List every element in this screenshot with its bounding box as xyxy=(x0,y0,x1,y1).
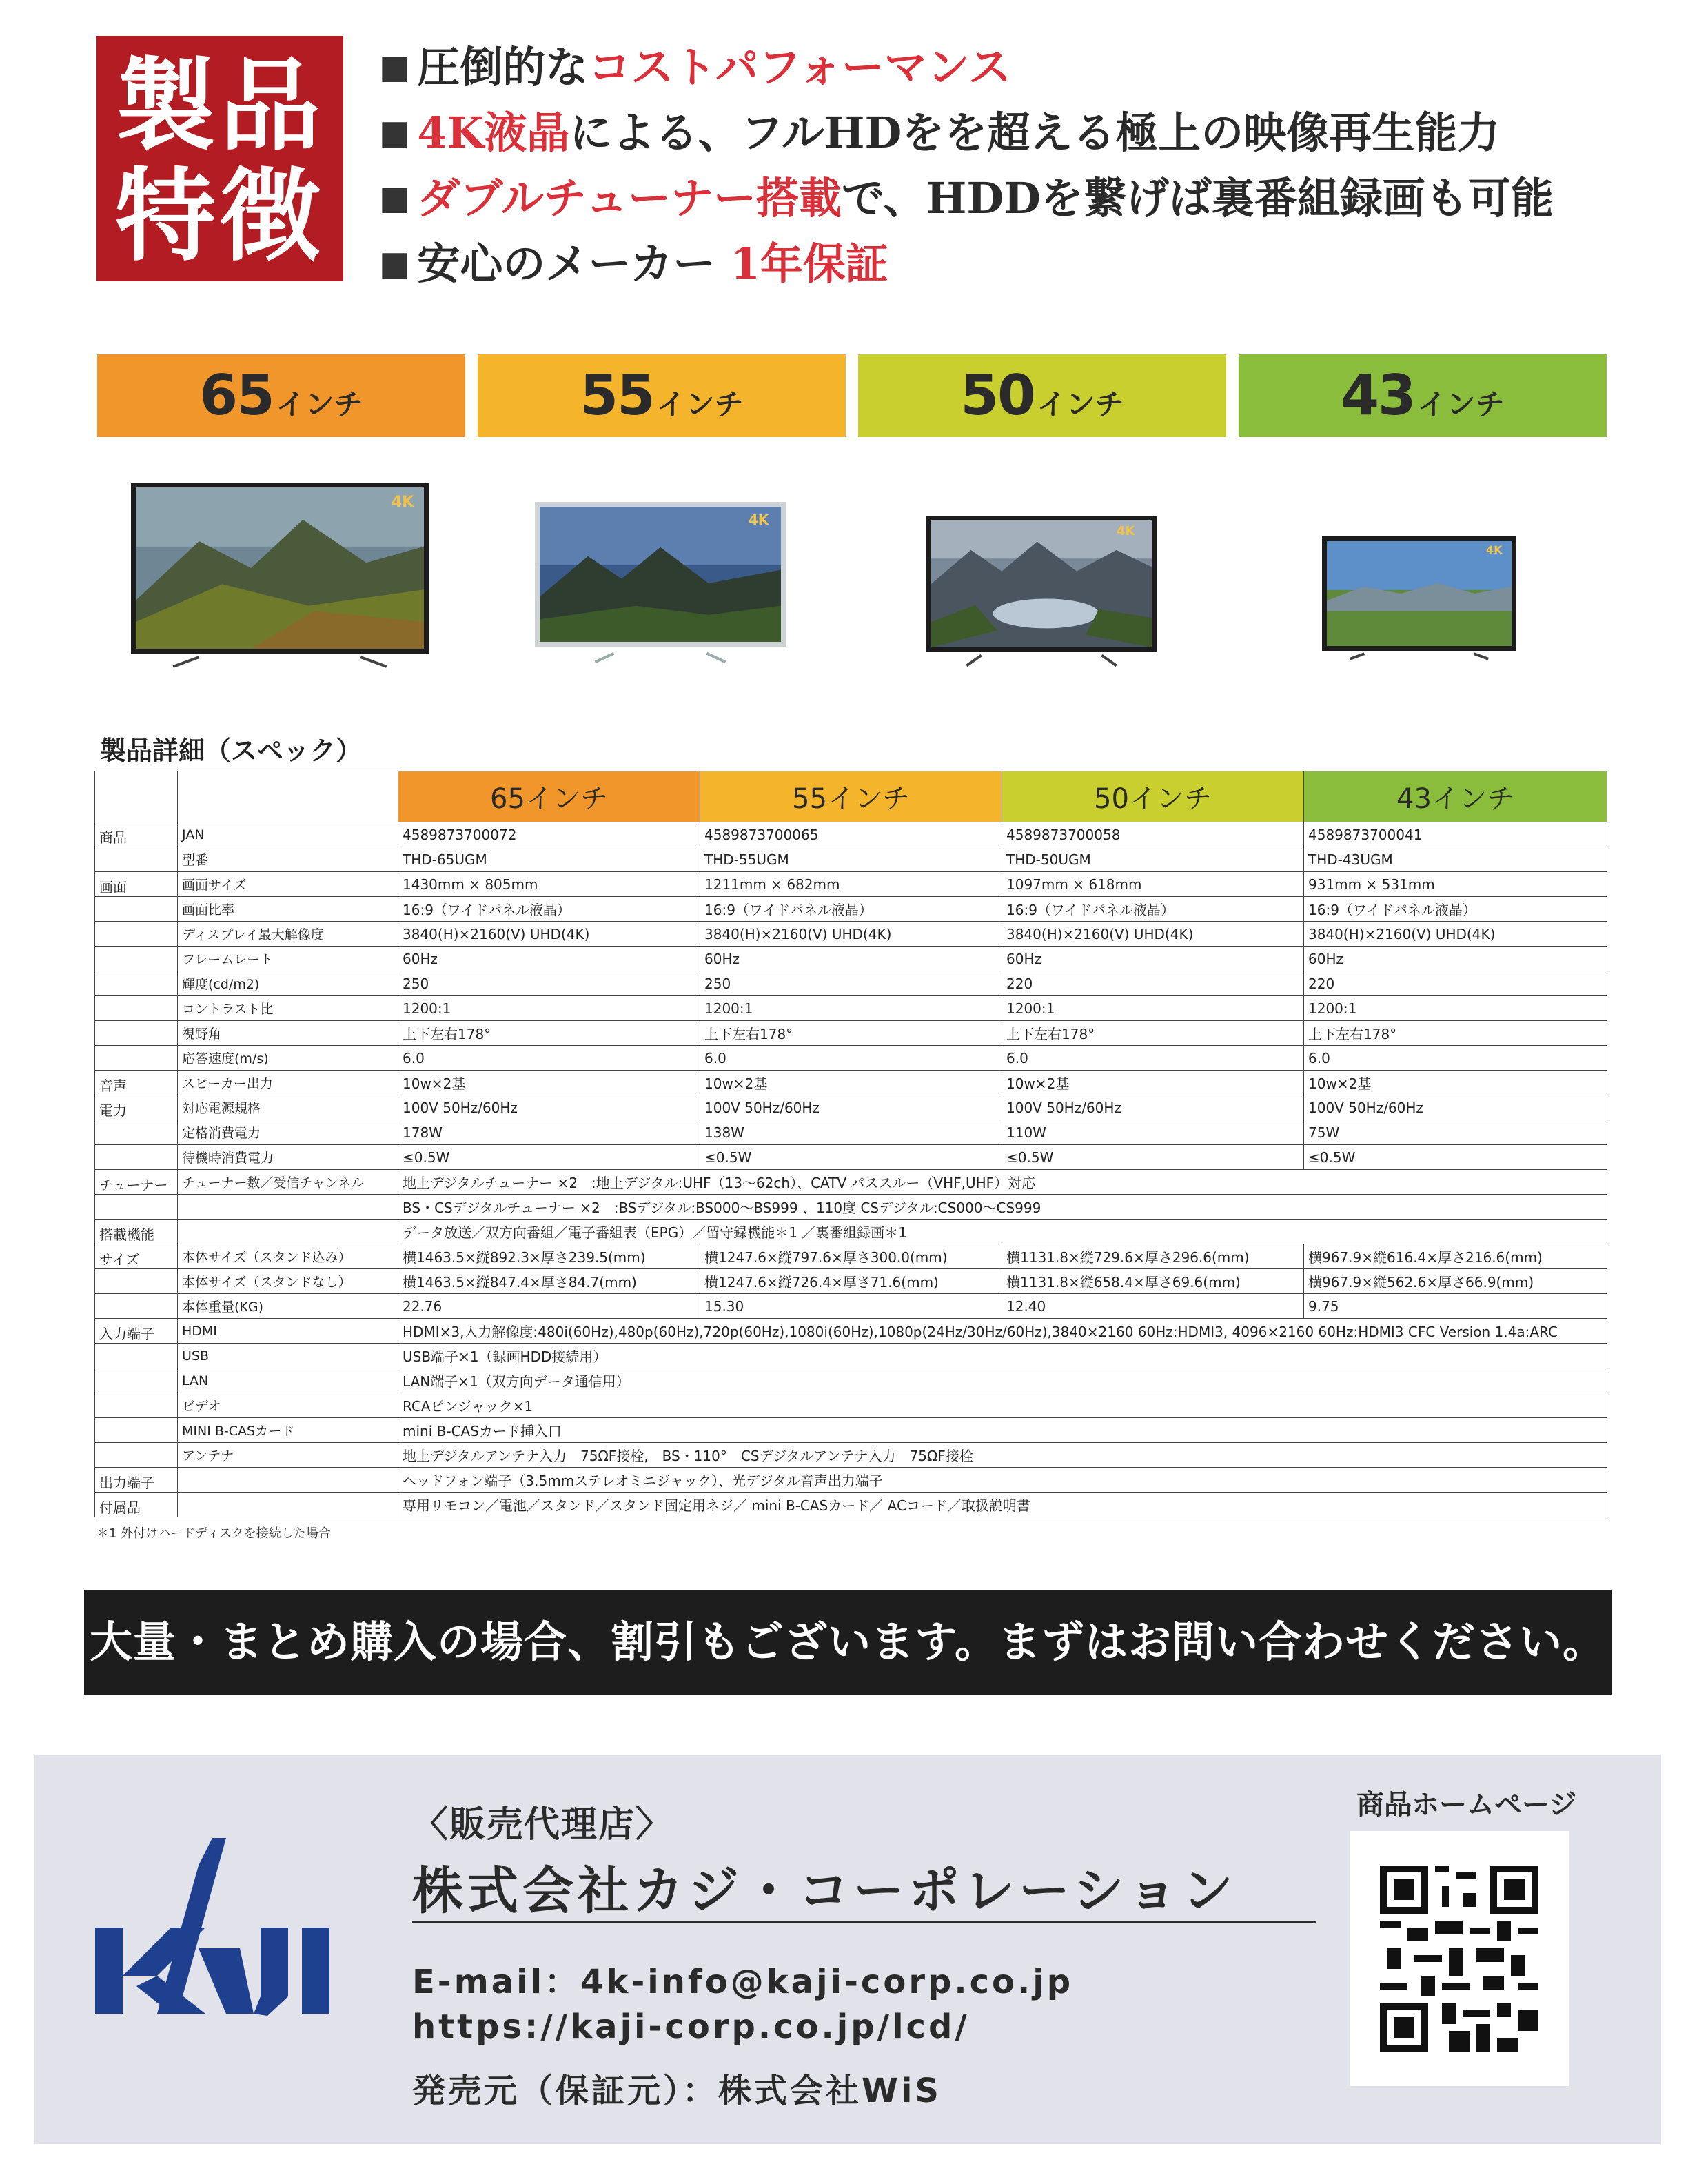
size-number: 55 xyxy=(580,363,654,427)
spec-row xyxy=(95,1145,1607,1170)
spec-body xyxy=(95,822,1607,1517)
feature-highlight: コストパフォーマンス xyxy=(588,42,1012,92)
spec-value: 1200:1 xyxy=(700,996,1002,1021)
spec-item: コントラスト比 xyxy=(178,996,398,1021)
spec-item: 画面比率 xyxy=(178,897,398,922)
tv-stand xyxy=(1350,652,1365,660)
spec-category xyxy=(95,1046,178,1071)
spec-row xyxy=(95,1294,1607,1319)
tv-stand xyxy=(595,652,615,663)
spec-category xyxy=(95,1120,178,1145)
tv-stand xyxy=(1101,654,1117,667)
spec-item: LAN xyxy=(178,1368,398,1393)
tv-stand xyxy=(173,656,200,667)
landscape-image xyxy=(1327,541,1512,646)
spec-value: THD-43UGM xyxy=(1304,847,1607,872)
spec-value: 60Hz xyxy=(1304,947,1607,971)
bullet-square-icon: ■ xyxy=(379,179,411,217)
spec-value: 250 xyxy=(398,971,700,996)
spec-value: 横1247.6×縦797.6×厚さ300.0(mm) xyxy=(700,1244,1002,1269)
tv-stand xyxy=(966,654,982,667)
spec-item: スピーカー出力 xyxy=(178,1071,398,1095)
size-tab-43 xyxy=(1239,354,1607,437)
spec-item: ビデオ xyxy=(178,1393,398,1418)
spec-category: サイズ xyxy=(95,1244,178,1269)
spec-item: 対応電源規格 xyxy=(178,1095,398,1120)
size-tab-65 xyxy=(97,354,465,437)
spec-value: 6.0 xyxy=(398,1046,700,1071)
spec-value: THD-50UGM xyxy=(1002,847,1304,872)
spec-value: 60Hz xyxy=(1002,947,1304,971)
size-unit: インチ xyxy=(656,387,744,421)
spec-category: 入力端子 xyxy=(95,1319,178,1344)
spec-row xyxy=(95,1170,1607,1195)
spec-value: 上下左右178° xyxy=(1002,1021,1304,1046)
size-number: 65 xyxy=(199,363,274,427)
spec-item: ディスプレイ最大解像度 xyxy=(178,922,398,947)
spec-category xyxy=(95,996,178,1021)
spec-category xyxy=(95,847,178,872)
spec-category xyxy=(95,1269,178,1294)
spec-row xyxy=(95,922,1607,947)
spec-value: 10w×2基 xyxy=(1002,1071,1304,1095)
size-unit: インチ xyxy=(1037,387,1124,421)
spec-table xyxy=(94,771,1607,1517)
seller-info: 発売元（保証元）：株式会社WiS xyxy=(412,2072,942,2110)
spec-value: 3840(H)×2160(V) UHD(4K) xyxy=(1002,922,1304,947)
spec-item: USB xyxy=(178,1344,398,1368)
4k-badge: 4K xyxy=(749,512,769,528)
spec-item: 待機時消費電力 xyxy=(178,1145,398,1170)
spec-row xyxy=(95,1393,1607,1418)
spec-value: 220 xyxy=(1304,971,1607,996)
spec-category: 画面 xyxy=(95,872,178,897)
spec-value: 専用リモコン／電池／スタンド／スタンド固定用ネジ／ mini B-CASカード／ ACコード／取扱説明書 xyxy=(398,1493,1607,1517)
landscape-image xyxy=(136,487,424,649)
size-number: 50 xyxy=(960,363,1035,427)
spec-item xyxy=(178,1220,398,1244)
spec-header-65: 65インチ xyxy=(398,771,700,822)
tv-image-55 xyxy=(535,502,786,665)
bullet-square-icon: ■ xyxy=(379,244,411,283)
feature-list xyxy=(379,34,1585,296)
spec-value: 横1131.8×縦658.4×厚さ69.6(mm) xyxy=(1002,1269,1304,1294)
4k-badge: 4K xyxy=(1486,543,1503,556)
tv-image-50 xyxy=(926,516,1157,669)
spec-value: 931mm × 531mm xyxy=(1304,872,1607,897)
dealer-label: 〈販売代理店〉 xyxy=(412,1804,673,1846)
spec-row xyxy=(95,1269,1607,1294)
spec-footnote: ＊1 外付けハードディスクを接続した場合 xyxy=(96,1526,331,1541)
spec-value: 横967.9×縦562.6×厚さ66.9(mm) xyxy=(1304,1269,1607,1294)
spec-value: BS・CSデジタルチューナー ×2 :BSデジタル:BS000～BS999 、110度 CSデジタル:CS000～CS999 xyxy=(398,1195,1607,1220)
spec-value: 4589873700065 xyxy=(700,822,1002,847)
spec-row xyxy=(95,1244,1607,1269)
feature-badge-line: 特徴 xyxy=(115,157,325,275)
spec-category: 付属品 xyxy=(95,1493,178,1517)
spec-item: アンテナ xyxy=(178,1443,398,1468)
spec-header-55: 55インチ xyxy=(700,771,1002,822)
feature-text: 圧倒的な xyxy=(417,42,589,92)
spec-value: 地上デジタルアンテナ入力 75ΩF接栓, BS・110° CSデジタルアンテナ入力 75ΩF接栓 xyxy=(398,1443,1607,1468)
spec-category: 搭載機能 xyxy=(95,1220,178,1244)
spec-value: 10w×2基 xyxy=(700,1071,1002,1095)
spec-value: 4589873700058 xyxy=(1002,822,1304,847)
spec-value: 10w×2基 xyxy=(1304,1071,1607,1095)
size-unit: インチ xyxy=(276,387,363,421)
tv-stand xyxy=(360,656,387,667)
spec-value: 138W xyxy=(700,1120,1002,1145)
spec-item: 視野角 xyxy=(178,1021,398,1046)
spec-row xyxy=(95,1368,1607,1393)
spec-value: 6.0 xyxy=(1002,1046,1304,1071)
spec-row xyxy=(95,1120,1607,1145)
spec-row xyxy=(95,847,1607,872)
spec-value: 横1463.5×縦847.4×厚さ84.7(mm) xyxy=(398,1269,700,1294)
spec-row xyxy=(95,1468,1607,1493)
spec-category xyxy=(95,922,178,947)
spec-value: 16:9（ワイドパネル液晶） xyxy=(1002,897,1304,922)
spec-category xyxy=(95,1145,178,1170)
spec-value: 110W xyxy=(1002,1120,1304,1145)
size-tab-50 xyxy=(858,354,1226,437)
qr-code[interactable] xyxy=(1350,1831,1569,2086)
spec-header-50: 50インチ xyxy=(1002,771,1304,822)
company-name: 株式会社カジ・コーポレーション xyxy=(412,1861,1238,1921)
spec-value: 10w×2基 xyxy=(398,1071,700,1095)
spec-value: 100V 50Hz/60Hz xyxy=(1304,1095,1607,1120)
4k-badge: 4K xyxy=(392,494,414,511)
bullet-square-icon: ■ xyxy=(379,48,411,86)
feature-item xyxy=(379,231,1585,296)
spec-item: フレームレート xyxy=(178,947,398,971)
spec-row xyxy=(95,1418,1607,1443)
spec-value: 上下左右178° xyxy=(398,1021,700,1046)
spec-category: 電力 xyxy=(95,1095,178,1120)
spec-item: 輝度(cd/m2) xyxy=(178,971,398,996)
spec-item: 本体重量(KG) xyxy=(178,1294,398,1319)
spec-value: 100V 50Hz/60Hz xyxy=(398,1095,700,1120)
spec-value: 1211mm × 682mm xyxy=(700,872,1002,897)
spec-value: 1200:1 xyxy=(1002,996,1304,1021)
tv-image-65 xyxy=(131,483,429,669)
spec-row xyxy=(95,1220,1607,1244)
footer xyxy=(34,1755,1661,2144)
spec-category xyxy=(95,1344,178,1368)
spec-item: チューナー数／受信チャンネル xyxy=(178,1170,398,1195)
spec-category xyxy=(95,1393,178,1418)
spec-row xyxy=(95,872,1607,897)
spec-value: 178W xyxy=(398,1120,700,1145)
feature-highlight: 1年保証 xyxy=(730,239,888,289)
spec-value: データ放送／双方向番組／電子番組表（EPG）／留守録機能＊1 ／裏番組録画＊1 xyxy=(398,1220,1607,1244)
spec-value: 3840(H)×2160(V) UHD(4K) xyxy=(1304,922,1607,947)
spec-value: 16:9（ワイドパネル液晶） xyxy=(700,897,1002,922)
feature-highlight: ダブルチューナー搭載 xyxy=(417,173,842,223)
tv-image-43 xyxy=(1322,536,1516,660)
spec-value: THD-65UGM xyxy=(398,847,700,872)
spec-row xyxy=(95,947,1607,971)
feature-badge-line: 製品 xyxy=(115,47,325,165)
spec-category xyxy=(95,1443,178,1468)
spec-row xyxy=(95,996,1607,1021)
spec-row xyxy=(95,1195,1607,1220)
spec-value: ≤0.5W xyxy=(1002,1145,1304,1170)
spec-value: 75W xyxy=(1304,1120,1607,1145)
spec-row xyxy=(95,1493,1607,1517)
spec-value: 1200:1 xyxy=(1304,996,1607,1021)
tv-stand xyxy=(1474,652,1489,660)
spec-header-43: 43インチ xyxy=(1304,771,1607,822)
feature-item xyxy=(379,34,1585,100)
spec-item: JAN xyxy=(178,822,398,847)
spec-value: 22.76 xyxy=(398,1294,700,1319)
feature-item xyxy=(379,100,1585,165)
spec-value: 6.0 xyxy=(700,1046,1002,1071)
tv-stand xyxy=(706,652,726,663)
spec-item: 本体サイズ（スタンド込み） xyxy=(178,1244,398,1269)
spec-value: 上下左右178° xyxy=(700,1021,1002,1046)
spec-value: 220 xyxy=(1002,971,1304,996)
spec-row xyxy=(95,1344,1607,1368)
spec-value: ≤0.5W xyxy=(700,1145,1002,1170)
spec-value: 60Hz xyxy=(700,947,1002,971)
spec-item: HDMI xyxy=(178,1319,398,1344)
spec-value: 60Hz xyxy=(398,947,700,971)
spec-category xyxy=(95,947,178,971)
spec-row xyxy=(95,971,1607,996)
spec-header-empty xyxy=(178,771,398,822)
kaji-logo xyxy=(95,1838,392,2038)
spec-item xyxy=(178,1493,398,1517)
size-tab-55 xyxy=(478,354,846,437)
spec-category xyxy=(95,1294,178,1319)
spec-value: HDMI×3,入力解像度:480i(60Hz),480p(60Hz),720p(60Hz),1080i(60Hz),1080p(24Hz/30Hz/60Hz),3840×2160 60Hz:HDMI3, 4096×2160 60Hz:HDMI3 CFC Version 1.4a:ARC xyxy=(398,1319,1607,1344)
feature-badge xyxy=(96,36,343,281)
spec-value: 100V 50Hz/60Hz xyxy=(700,1095,1002,1120)
spec-value: 1430mm × 805mm xyxy=(398,872,700,897)
spec-value: mini B-CASカード挿入口 xyxy=(398,1418,1607,1443)
spec-item xyxy=(178,1195,398,1220)
size-number: 43 xyxy=(1341,363,1415,427)
spec-category xyxy=(95,1195,178,1220)
spec-row xyxy=(95,1046,1607,1071)
spec-row xyxy=(95,1071,1607,1095)
footer-divider xyxy=(412,1921,1316,1923)
spec-header-empty xyxy=(95,771,178,822)
landscape-image xyxy=(931,520,1152,647)
spec-value: 4589873700072 xyxy=(398,822,700,847)
spec-value: 3840(H)×2160(V) UHD(4K) xyxy=(398,922,700,947)
spec-value: 12.40 xyxy=(1002,1294,1304,1319)
spec-value: 横1463.5×縦892.3×厚さ239.5(mm) xyxy=(398,1244,700,1269)
spec-value: 6.0 xyxy=(1304,1046,1607,1071)
spec-value: 4589873700041 xyxy=(1304,822,1607,847)
spec-value: 横1247.6×縦726.4×厚さ71.6(mm) xyxy=(700,1269,1002,1294)
spec-value: 横967.9×縦616.4×厚さ216.6(mm) xyxy=(1304,1244,1607,1269)
4k-badge: 4K xyxy=(1117,524,1135,538)
spec-category: 音声 xyxy=(95,1071,178,1095)
spec-category: 商品 xyxy=(95,822,178,847)
spec-item: 画面サイズ xyxy=(178,872,398,897)
spec-category: チューナー xyxy=(95,1170,178,1195)
bullet-square-icon: ■ xyxy=(379,113,411,152)
spec-value: 16:9（ワイドパネル液晶） xyxy=(1304,897,1607,922)
spec-title: 製品詳細（スペック） xyxy=(100,736,363,766)
spec-value: 9.75 xyxy=(1304,1294,1607,1319)
spec-value: ヘッドフォン端子（3.5mmステレオミニジャック）、光デジタル音声出力端子 xyxy=(398,1468,1607,1493)
spec-row xyxy=(95,1319,1607,1344)
spec-category xyxy=(95,1021,178,1046)
spec-value: LAN端子×1（双方向データ通信用） xyxy=(398,1368,1607,1393)
qr-label: 商品ホームページ xyxy=(1356,1789,1577,1821)
spec-row xyxy=(95,1443,1607,1468)
contact-email[interactable]: E-mail：4k-info@kaji-corp.co.jp xyxy=(412,1963,1074,2001)
spec-value: RCAピンジャック×1 xyxy=(398,1393,1607,1418)
spec-value: 1200:1 xyxy=(398,996,700,1021)
spec-item: 型番 xyxy=(178,847,398,872)
spec-value: 250 xyxy=(700,971,1002,996)
spec-category xyxy=(95,1418,178,1443)
spec-value: 3840(H)×2160(V) UHD(4K) xyxy=(700,922,1002,947)
spec-value: USB端子×1（録画HDD接続用） xyxy=(398,1344,1607,1368)
spec-value: ≤0.5W xyxy=(1304,1145,1607,1170)
qr-code-icon xyxy=(1380,1866,1538,2052)
spec-category xyxy=(95,971,178,996)
spec-value: ≤0.5W xyxy=(398,1145,700,1170)
feature-highlight: 4K液晶 xyxy=(417,108,570,158)
size-unit: インチ xyxy=(1417,387,1505,421)
spec-value: 15.30 xyxy=(700,1294,1002,1319)
landscape-image xyxy=(540,507,781,642)
spec-value: 地上デジタルチューナー ×2 :地上デジタル:UHF（13～62ch）、CATV パススルー（VHF,UHF）対応 xyxy=(398,1170,1607,1195)
spec-item xyxy=(178,1468,398,1493)
feature-text: 安心のメーカー xyxy=(417,239,731,289)
spec-item: 本体サイズ（スタンドなし） xyxy=(178,1269,398,1294)
spec-value: 16:9（ワイドパネル液晶） xyxy=(398,897,700,922)
feature-item xyxy=(379,165,1585,231)
spec-item: MINI B-CASカード xyxy=(178,1418,398,1443)
spec-value: 上下左右178° xyxy=(1304,1021,1607,1046)
spec-category: 出力端子 xyxy=(95,1468,178,1493)
contact-url[interactable]: https://kaji-corp.co.jp/lcd/ xyxy=(412,2008,970,2046)
spec-value: 1097mm × 618mm xyxy=(1002,872,1304,897)
spec-item: 応答速度(m/s) xyxy=(178,1046,398,1071)
feature-text: による、フルHDをを超える極上の映像再生能力 xyxy=(569,108,1501,158)
spec-value: THD-55UGM xyxy=(700,847,1002,872)
tv-screen xyxy=(131,483,429,654)
spec-value: 横1131.8×縦729.6×厚さ296.6(mm) xyxy=(1002,1244,1304,1269)
spec-row xyxy=(95,1021,1607,1046)
spec-row xyxy=(95,1095,1607,1120)
spec-row xyxy=(95,897,1607,922)
feature-text: で、HDDを繋げば裏番組録画も可能 xyxy=(842,173,1554,223)
spec-category xyxy=(95,897,178,922)
bulk-discount-banner: 大量・まとめ購入の場合、割引もございます。まずはお問い合わせください。 xyxy=(84,1590,1612,1695)
spec-row xyxy=(95,822,1607,847)
spec-value: 100V 50Hz/60Hz xyxy=(1002,1095,1304,1120)
spec-item: 定格消費電力 xyxy=(178,1120,398,1145)
spec-header-row xyxy=(95,771,1607,822)
spec-category xyxy=(95,1368,178,1393)
